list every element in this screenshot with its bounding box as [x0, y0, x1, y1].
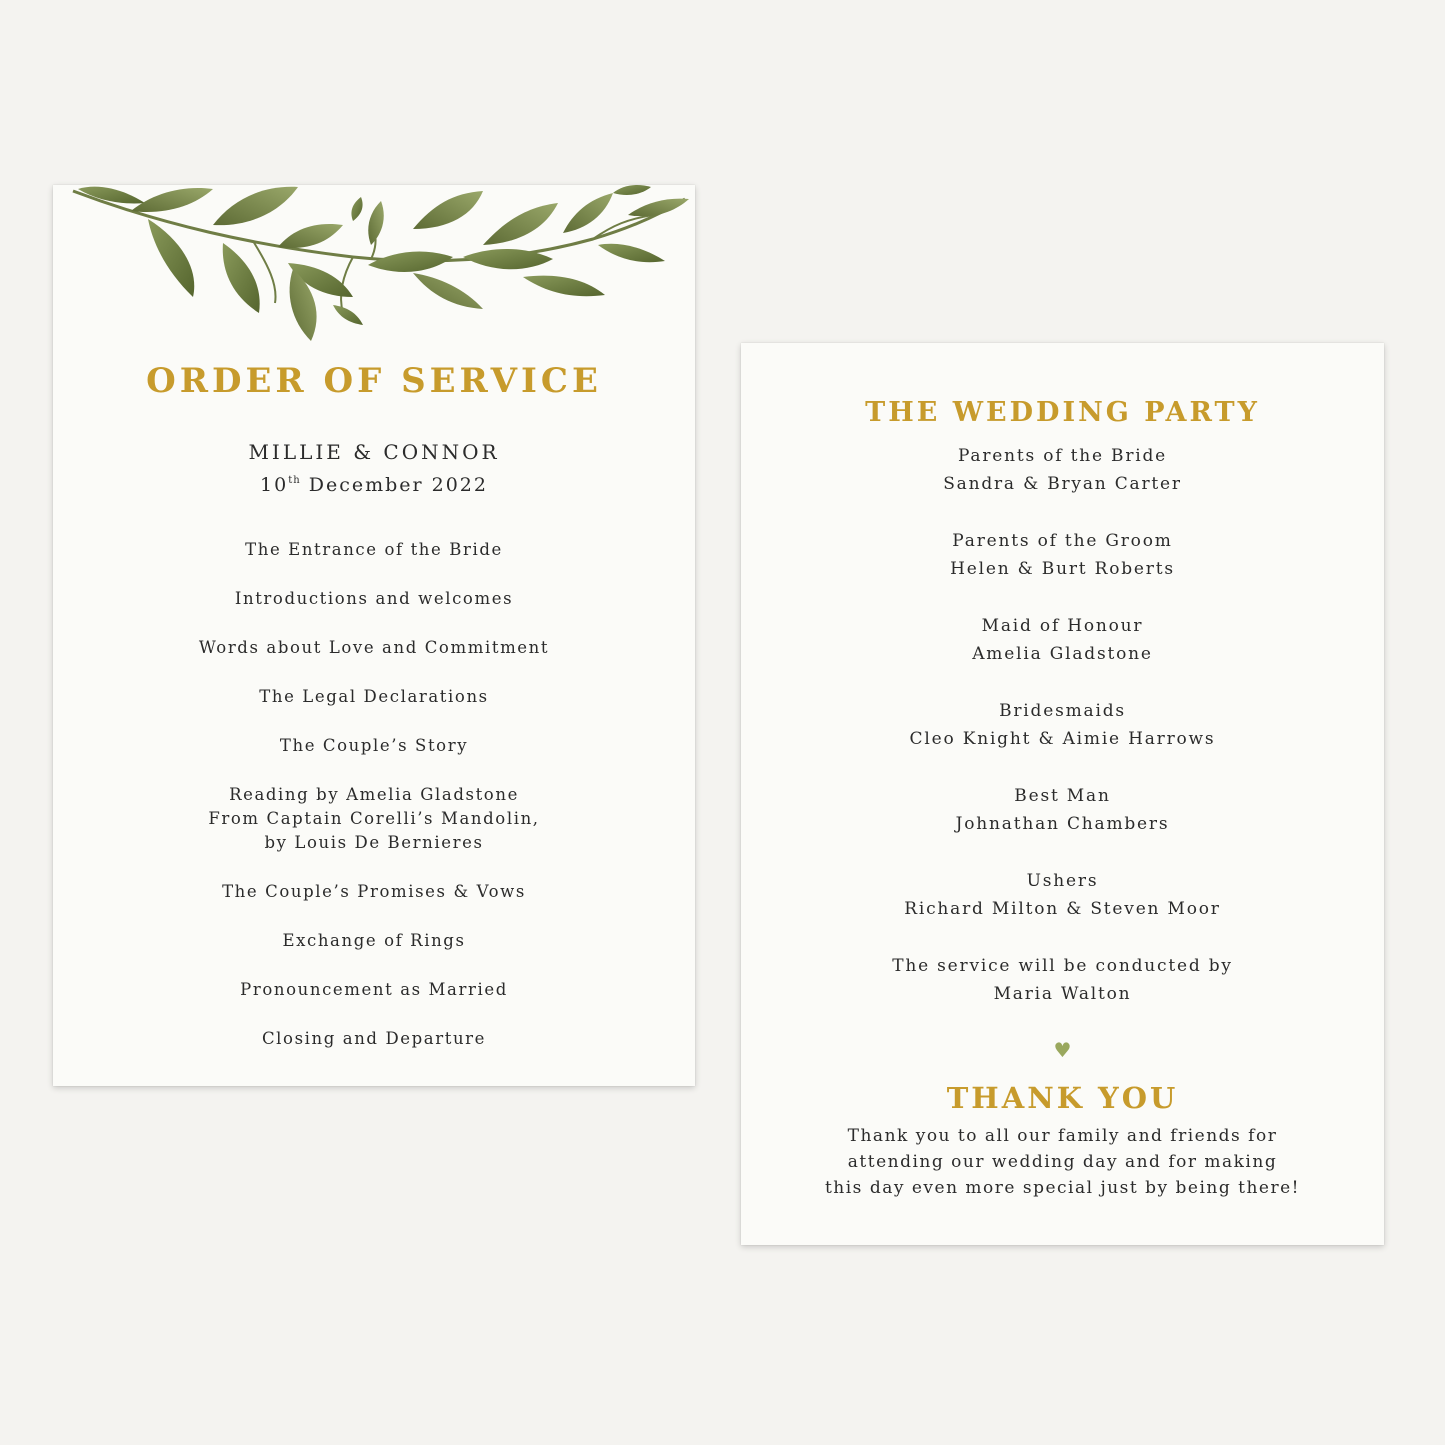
item-line: The Couple’s Story: [279, 736, 469, 755]
list-item: [53, 734, 695, 758]
party-role: Best Man: [1014, 786, 1111, 806]
party-role: Parents of the Bride: [957, 446, 1168, 466]
list-item: [53, 685, 695, 709]
list-item: [741, 697, 1384, 753]
party-role: Ushers: [1026, 871, 1099, 891]
wedding-party-title: THE WEDDING PARTY: [865, 397, 1260, 428]
item-line: Pronouncement as Married: [240, 980, 508, 999]
item-line: Closing and Departure: [261, 1029, 487, 1048]
item-line: Introductions and welcomes: [234, 589, 514, 608]
list-item: [53, 880, 695, 904]
thank-you-line: this day even more special just by being there!: [824, 1178, 1301, 1198]
party-names: Richard Milton & Steven Moor: [904, 899, 1221, 919]
service-items-list: [53, 538, 695, 1076]
list-item: [53, 636, 695, 660]
item-line: Reading by Amelia Gladstone: [229, 785, 519, 804]
list-item: [53, 783, 695, 855]
list-item: [53, 587, 695, 611]
list-item: [741, 782, 1384, 838]
thank-you-line: attending our wedding day and for making: [847, 1152, 1278, 1172]
party-names: Johnathan Chambers: [955, 814, 1170, 834]
couple-names: MILLIE & CONNOR: [248, 440, 500, 464]
list-item: [741, 442, 1384, 498]
item-line: by Louis De Bernieres: [264, 833, 484, 852]
wedding-party-card: [741, 343, 1384, 1245]
party-names: Maria Walton: [993, 984, 1132, 1004]
wedding-date: [53, 474, 695, 496]
date-rest: December 2022: [300, 474, 488, 496]
list-item: [53, 538, 695, 562]
item-line: The Couple’s Promises & Vows: [222, 882, 526, 901]
order-of-service-card: [53, 185, 695, 1086]
olive-branch-icon: [53, 185, 695, 375]
party-names: Cleo Knight & Aimie Harrows: [909, 729, 1216, 749]
list-item: [53, 978, 695, 1002]
party-names: Helen & Burt Roberts: [950, 559, 1175, 579]
page-title: ORDER OF SERVICE: [146, 361, 602, 401]
date-day: 10: [260, 474, 289, 496]
item-line: The Legal Declarations: [259, 687, 489, 706]
date-suffix: th: [288, 475, 301, 486]
party-role: Bridesmaids: [999, 701, 1126, 721]
item-line: The Entrance of the Bride: [245, 540, 503, 559]
heart-icon: ♥: [1053, 1038, 1072, 1062]
item-line: Exchange of Rings: [282, 931, 466, 950]
party-names: Sandra & Bryan Carter: [943, 474, 1182, 494]
item-line: Words about Love and Commitment: [198, 638, 550, 657]
wedding-party-list: [741, 442, 1384, 1037]
thank-you-message: [741, 1123, 1384, 1201]
list-item: [741, 527, 1384, 583]
thank-you-title: THANK YOU: [946, 1081, 1179, 1115]
list-item: [741, 952, 1384, 1008]
list-item: [53, 1027, 695, 1051]
party-role: Parents of the Groom: [952, 531, 1173, 551]
list-item: [741, 612, 1384, 668]
party-role: The service will be conducted by: [892, 956, 1233, 976]
item-line: From Captain Corelli’s Mandolin,: [208, 809, 540, 828]
list-item: [741, 867, 1384, 923]
thank-you-line: Thank you to all our family and friends for: [847, 1126, 1278, 1146]
party-names: Amelia Gladstone: [972, 644, 1153, 664]
list-item: [53, 929, 695, 953]
party-role: Maid of Honour: [981, 616, 1144, 636]
